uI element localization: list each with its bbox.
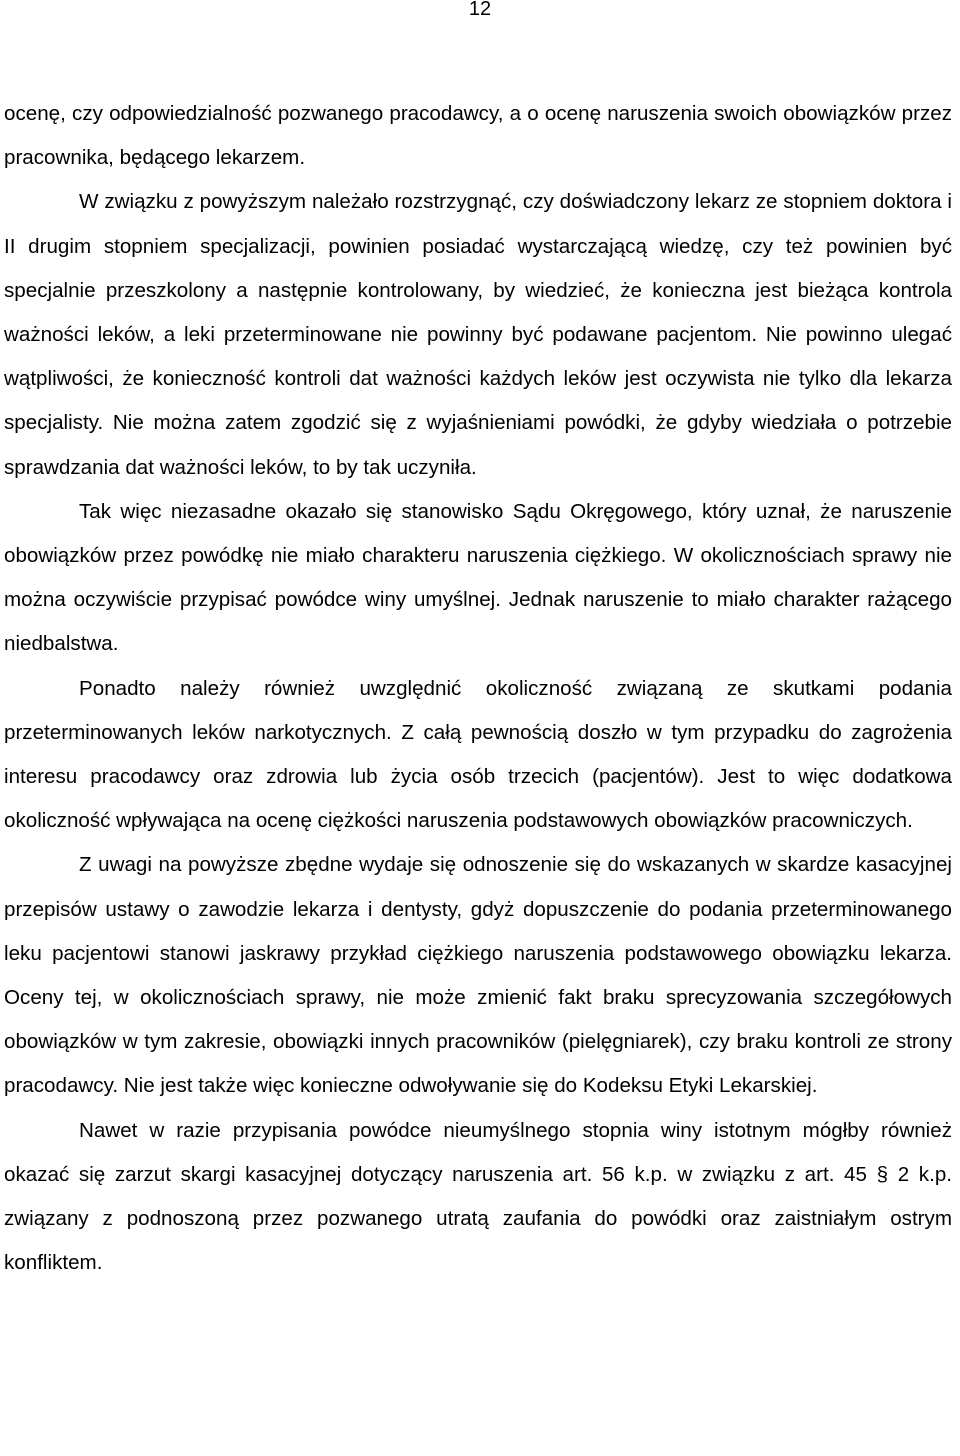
paragraph: Nawet w razie przypisania powódce nieumyślnego stopnia winy istotnym mógłby również okazać się zarzut skargi kasacyjnej dotyczący naruszenia art. 56 k.p. w związku z art. 45 § 2 k.p. związany z podnoszoną przez pozwanego utratą zaufania do powódki oraz zaistniałym ostrym konfliktem. bbox=[4, 1118, 952, 1275]
paragraph: Tak więc niezasadne okazało się stanowisko Sądu Okręgowego, który uznał, że naruszenie obowiązków przez powódkę nie miało charakteru naruszenia ciężkiego. W okolicznościach sprawy nie można oczywiście przypisać powódce winy umyślnej. Jednak naruszenie to miało charakter rażącego niedbalstwa. bbox=[4, 499, 952, 656]
paragraph: Ponadto należy również uwzględnić okoliczność związaną ze skutkami podania przeterminowanych leków narkotycznych. Z całą pewnością doszło w tym przypadku do zagrożenia interesu pracodawcy oraz zdrowia lub życia osób trzecich (pacjentów). Jest to więc dodatkowa okoliczność wpływająca na ocenę ciężkości naruszenia podstawowych obowiązków pracowniczych. bbox=[4, 676, 952, 833]
paragraph: Z uwagi na powyższe zbędne wydaje się odnoszenie się do wskazanych w skardze kasacyjnej przepisów ustawy o zawodzie lekarza i dentysty, gdyż dopuszczenie do podania przeterminowanego leku pacjentowi stanowi jaskrawy przykład ciężkiego naruszenia podstawowego obowiązku lekarza. Oceny tej, w okolicznościach sprawy, nie może zmienić fakt braku sprecyzowania szczegółowych obowiązków w tym zakresie, obowiązki innych pracowników (pielęgniarek), czy braku kontroli ze strony pracodawcy. Nie jest także więc konieczne odwoływanie się do Kodeksu Etyki Lekarskiej. bbox=[4, 853, 952, 1098]
document-body bbox=[4, 92, 952, 1285]
page-number: 12 bbox=[468, 0, 492, 20]
paragraph: W związku z powyższym należało rozstrzygnąć, czy doświadczony lekarz ze stopniem doktora i II drugim stopniem specjalizacji, powinien posiadać wystarczającą wiedzę, czy też powinien być specjalnie przeszkolony a następnie kontrolowany, by wiedzieć, że konieczna jest bieżąca kontrola ważności leków, a leki przeterminowane nie powinny być podawane pacjentom. Nie powinno ulegać wątpliwości, że konieczność kontroli dat ważności każdych leków jest oczywista nie tylko dla lekarza specjalisty. Nie można zatem zgodzić się z wyjaśnieniami powódki, że gdyby wiedziała o potrzebie sprawdzania dat ważności leków, to by tak uczyniła. bbox=[4, 190, 952, 479]
paragraph: ocenę, czy odpowiedzialność pozwanego pracodawcy, a o ocenę naruszenia swoich obowiązków przez pracownika, będącego lekarzem. bbox=[4, 102, 952, 170]
